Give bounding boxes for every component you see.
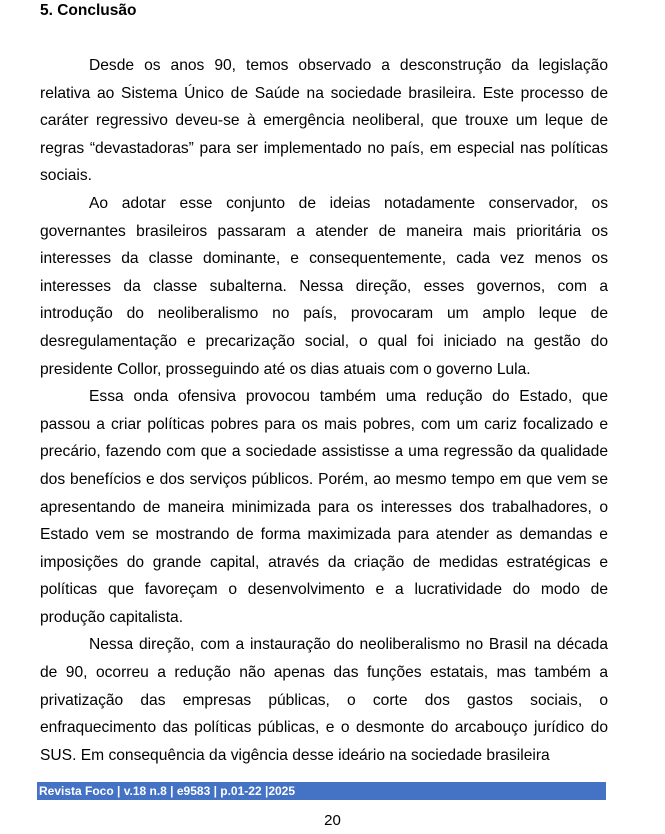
page-number: 20 xyxy=(324,812,341,829)
journal-citation: Revista Foco | v.18 n.8 | e9583 | p.01-22 |2025 xyxy=(39,784,296,798)
footer-bar xyxy=(37,782,606,800)
body-text xyxy=(40,52,608,769)
paragraph-1: Desde os anos 90, temos observado a desconstrução da legislação relativa ao Sistema Único de Saúde na sociedade brasileira. Este processo de caráter regressivo deveu-se à emergência neoliberal, que trouxe um leque de regras “devastadoras” para ser implementado no país, em especial nas políticas sociais. xyxy=(40,57,608,185)
paragraph-4: Nessa direção, com a instauração do neoliberalismo no Brasil na década de 90, ocorreu a redução não apenas das funções estatais, mas também a privatização das empresas públicas, o corte dos gastos sociais, o enfraquecimento das políticas públicas, e o desmonte do arcabouço jurídico do SUS. Em consequência da vigência desse ideário na sociedade brasileira xyxy=(40,636,608,764)
paragraph-2: Ao adotar esse conjunto de ideias notadamente conservador, os governantes brasileiros passaram a atender de maneira mais prioritária os interesses da classe dominante, e consequentemente, cada vez menos os interesses da classe subalterna. Nessa direção, esses governos, com a introdução do neoliberalismo no país, provocaram um amplo leque de desregulamentação e precarização social, o qual foi iniciado na gestão do presidente Collor, prosseguindo até os dias atuais com o governo Lula. xyxy=(40,194,608,378)
paragraph-3: Essa onda ofensiva provocou também uma redução do Estado, que passou a criar políticas pobres para os mais pobres, com um cariz focalizado e precário, fazendo com que a sociedade assistisse a uma regressão da qualidade dos benefícios e dos serviços públicos. Porém, ao mesmo tempo em que vem se apresentando de maneira minimizada para os interesses dos trabalhadores, o Estado vem se mostrando de forma maximizada para atender as demandas e imposições do grande capital, através da criação de medidas estratégicas e políticas que favoreçam o desenvolvimento e a lucratividade do modo de produção capitalista. xyxy=(40,388,608,626)
section-heading: 5. Conclusão xyxy=(40,2,137,19)
